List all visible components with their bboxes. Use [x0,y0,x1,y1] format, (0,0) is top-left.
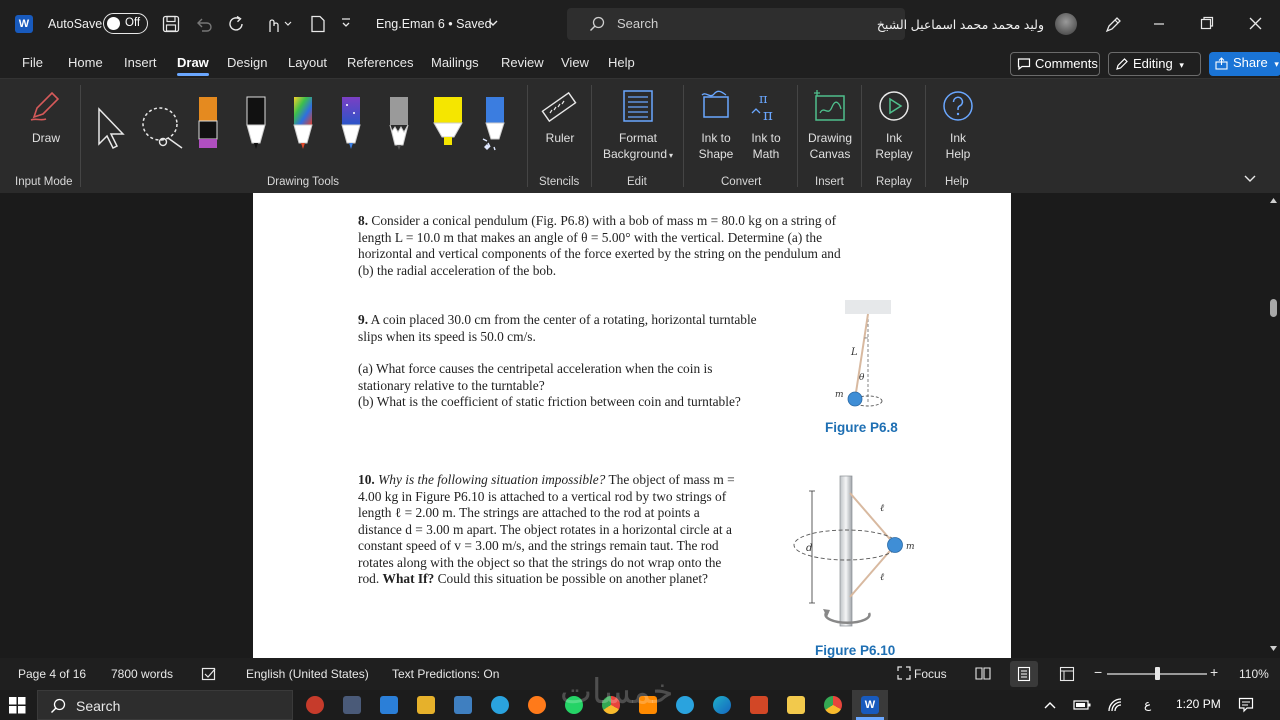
group-input-mode: Input Mode [15,176,73,188]
chevron-down-icon: ▾ [1179,60,1184,70]
proofing-icon[interactable] [201,666,217,682]
label-d: d [806,543,813,554]
text-line: 4.00 kg in Figure P6.10 is attached to a vertical rod by two strings of [358,488,727,504]
text-line: length L = 10.0 m that makes an angle of θ = 5.00° with the vertical. Determine (a) the [358,229,823,245]
ceiling [845,300,891,314]
zoom-level[interactable]: 110% [1239,667,1269,681]
touch-mode-icon[interactable] [264,14,294,34]
word-count[interactable]: 7800 words [111,667,174,681]
ruler-button[interactable]: Ruler [545,131,575,145]
word-taskbar-button[interactable] [852,690,888,720]
upper-string [850,493,895,545]
clock[interactable]: 1:20 PM [1176,697,1221,711]
group-edit: Edit [627,176,647,188]
figure-p6-10 [789,473,929,635]
search-placeholder: Search [617,16,659,31]
separator [527,85,528,187]
scroll-up-icon[interactable] [1269,197,1278,204]
text-line: length ℓ = 2.00 m. The strings are attached to the rod at points a [358,505,700,520]
share-button[interactable] [1209,52,1280,76]
text-line: distance d = 3.00 m apart. The object rotates in a horizontal circle at a [358,521,732,537]
collapse-ribbon-icon[interactable] [1243,174,1257,184]
text-line: A coin placed 30.0 cm from the center of a rotating, horizontal turntable [370,312,757,327]
tab-view[interactable]: View [561,55,589,70]
share-label: Share [1233,55,1268,70]
text-line: The object of mass m = [605,472,735,487]
label-l-upper: ℓ [880,503,885,514]
tab-design[interactable]: Design [227,55,268,70]
format-bg-line1: Format [618,131,657,145]
search-box[interactable] [567,8,905,40]
document-page[interactable] [253,193,1011,658]
vertical-rod [840,476,852,626]
chrome-icon[interactable] [824,696,842,714]
ink-replay-icon [877,89,911,123]
group-replay: Replay [876,176,912,188]
vertical-scrollbar[interactable] [1266,193,1280,658]
text-line: stationary relative to the turntable? [358,377,545,393]
autosave-toggle[interactable] [103,13,148,34]
ink-to-math-button[interactable] [744,130,788,162]
select-cursor-icon[interactable] [96,106,128,150]
group-stencils: Stencils [539,176,580,188]
store-icon[interactable] [417,696,435,714]
figure-p6-10-caption: Figure P6.10 [815,643,896,658]
pen-black-icon[interactable] [244,95,268,151]
separator [861,85,862,187]
separator [591,85,592,187]
pencil-icon [1115,57,1129,71]
label-m: m [906,542,915,552]
user-name[interactable]: وليد محمد محمد اسماعيل الشيخ [876,18,1044,32]
firefox-icon[interactable] [528,696,546,714]
label-m: m [835,390,844,400]
group-convert: Convert [721,176,762,188]
svg-text:π: π [763,106,773,123]
autosave-label: AutoSave [48,17,103,31]
format-bg-line2: Background [602,147,668,161]
svg-text:π: π [759,92,768,107]
toggle-knob [107,17,120,30]
ink-to-shape-icon [700,89,732,123]
zoom-slider-thumb[interactable] [1155,667,1160,680]
focus-button[interactable]: Focus [914,667,947,681]
document-area [0,193,1280,658]
problem-10 [358,472,778,588]
minimize-icon[interactable] [1152,17,1166,31]
document-title[interactable]: Eng.Eman 6 • Saved [376,17,492,31]
avatar[interactable] [1055,13,1077,35]
text-line: Could this situation be possible on another planet? [434,571,708,586]
text-predictions[interactable]: Text Predictions: On [392,667,500,681]
notifications-icon[interactable] [1238,697,1254,713]
chevron-down-icon[interactable] [487,18,499,28]
format-background-button[interactable] [596,130,680,164]
tab-home[interactable]: Home [68,55,103,70]
zoom-out-button[interactable]: − [1094,664,1103,680]
tab-references[interactable]: References [347,55,414,70]
lower-string [850,545,895,597]
bob [848,392,862,406]
web-layout-icon[interactable] [1059,666,1075,682]
redo-icon[interactable] [228,15,246,33]
taskbar-app-icon[interactable] [306,696,324,714]
drawing-canvas-icon [813,89,847,123]
mail-icon[interactable] [380,696,398,714]
problem-number: 10. [358,472,375,487]
ink-to-math-line2: Math [752,147,780,161]
text-line: slips when its speed is 50.0 cm/s. [358,328,536,344]
input-language[interactable]: ع [1144,697,1152,711]
text-line: horizontal and vertical components of the force exerted by the string on the pendulum and [358,246,841,261]
save-icon[interactable] [162,15,180,33]
file-explorer-icon[interactable] [787,696,805,714]
group-drawing-tools: Drawing Tools [267,176,340,188]
lasso-select-icon[interactable] [140,104,186,150]
editing-mode-button[interactable] [1108,52,1201,76]
format-background-icon [622,89,654,123]
text-line: (b) the radial acceleration of the bob. [358,262,557,278]
print-layout-active[interactable] [1010,661,1038,687]
separator [797,85,798,187]
problem-9 [358,312,808,411]
figure-p6-8 [833,298,903,414]
search-icon [589,16,605,32]
tab-review[interactable]: Review [501,55,544,70]
taskbar-search[interactable] [37,690,293,720]
tab-help[interactable]: Help [608,55,635,70]
drawing-canvas-button[interactable] [803,130,857,162]
ruler-icon [541,89,577,125]
scroll-thumb[interactable] [1270,299,1277,317]
read-mode-icon[interactable] [975,666,991,680]
zoom-in-button[interactable]: + [1210,664,1219,680]
comments-button[interactable] [1010,52,1100,76]
draw-pen-icon [28,89,62,123]
close-icon[interactable] [1248,16,1263,31]
taskbar-search-label: Search [76,698,121,714]
bold-text: What If? [382,571,435,586]
search-icon [50,698,66,714]
ink-help-line1: Ink [949,131,966,145]
pen-rainbow-icon[interactable] [291,95,315,151]
designer-pen-icon[interactable] [1104,14,1124,34]
focus-icon[interactable] [897,666,911,680]
title-bar [0,0,1280,48]
drawing-canvas-line1: Drawing [807,131,852,145]
ink-to-math-line1: Ink to [751,131,781,145]
ink-to-shape-line2: Shape [698,147,734,161]
autosave-state: Off [125,17,141,29]
chevron-down-icon: ▾ [1274,59,1279,69]
text-line: Consider a conical pendulum (Fig. P6.8) with a bob of mass m = 80.0 kg on a string of [371,213,837,228]
tab-layout[interactable]: Layout [288,55,328,70]
italic-text: Why is the following situation impossible? [378,472,606,487]
problem-number: 8. [358,213,369,228]
arrow-head [823,609,830,617]
print-layout-icon [1017,666,1031,682]
taskbar-app-icon[interactable] [454,696,472,714]
text-line: rod. [358,571,383,586]
pen-galaxy-icon[interactable] [339,95,363,151]
ink-help-button[interactable] [936,130,980,162]
text-line: (a) What force causes the centripetal acceleration when the coin is [358,361,713,376]
problem-8 [358,213,918,279]
watermark: خمسات [560,673,674,711]
text-line: constant speed of v = 3.00 m/s, and the strings remain taut. The rod [358,538,719,553]
scroll-down-icon[interactable] [1269,645,1278,652]
ink-replay-button[interactable] [872,130,916,162]
page-indicator[interactable]: Page 4 of 16 [18,667,87,681]
chevron-down-icon: ▾ [669,151,674,160]
ink-to-math-icon [750,89,782,123]
figure-p6-8-caption: Figure P6.8 [825,420,898,435]
telegram-icon[interactable] [491,696,509,714]
help-circle-icon [941,89,975,123]
group-insert: Insert [815,176,844,188]
draw-button[interactable]: Draw [31,131,60,145]
comment-icon [1017,57,1031,71]
ink-to-shape-line1: Ink to [701,131,731,145]
editing-label: Editing [1133,56,1173,71]
action-pen-icon[interactable] [480,95,510,151]
problem-number: 9. [358,312,369,327]
edge-icon[interactable] [713,696,731,714]
label-theta: θ [859,373,865,383]
label-l-lower: ℓ [880,572,885,583]
tab-file[interactable]: File [22,55,43,70]
ink-replay-line2: Replay [875,147,913,161]
restore-icon[interactable] [1200,16,1214,30]
ribbon [0,78,1280,193]
group-help: Help [945,176,969,188]
pen-orange-icon[interactable] [197,95,219,151]
word-app-icon[interactable]: W [15,15,33,33]
label-L: L [851,347,858,358]
ink-help-line2: Help [945,147,971,161]
chevron-up-icon[interactable] [1043,700,1057,710]
windows-start-icon[interactable] [9,697,26,714]
word-icon: W [861,696,879,714]
ink-to-shape-button[interactable] [694,130,738,162]
tab-insert[interactable]: Insert [124,55,157,70]
ink-replay-line1: Ink [885,131,902,145]
highlighter-yellow-icon[interactable] [432,95,464,151]
undo-icon[interactable] [195,15,213,33]
taskbar-app-icon[interactable] [343,696,361,714]
wifi-icon[interactable] [1107,697,1123,713]
telegram-icon[interactable] [676,696,694,714]
tab-mailings[interactable]: Mailings [431,55,479,70]
text-line: rotates along with the object so that the strings do not wrap onto the [358,554,722,570]
customize-qat-icon[interactable] [340,16,352,30]
new-document-icon[interactable] [310,15,326,33]
text-line: (b) What is the coefficient of static friction between coin and turntable? [358,394,741,409]
comments-label: Comments [1035,56,1098,71]
separator [80,85,81,187]
battery-icon[interactable] [1073,698,1091,712]
drawing-canvas-line2: Canvas [809,147,851,161]
separator [925,85,926,187]
taskbar-app-icon[interactable] [750,696,768,714]
object-mass [888,538,903,553]
tab-draw[interactable]: Draw [177,55,209,70]
separator [683,85,684,187]
pencil-gray-icon[interactable] [387,95,411,151]
share-icon [1215,57,1229,70]
language-indicator[interactable]: English (United States) [246,667,369,681]
